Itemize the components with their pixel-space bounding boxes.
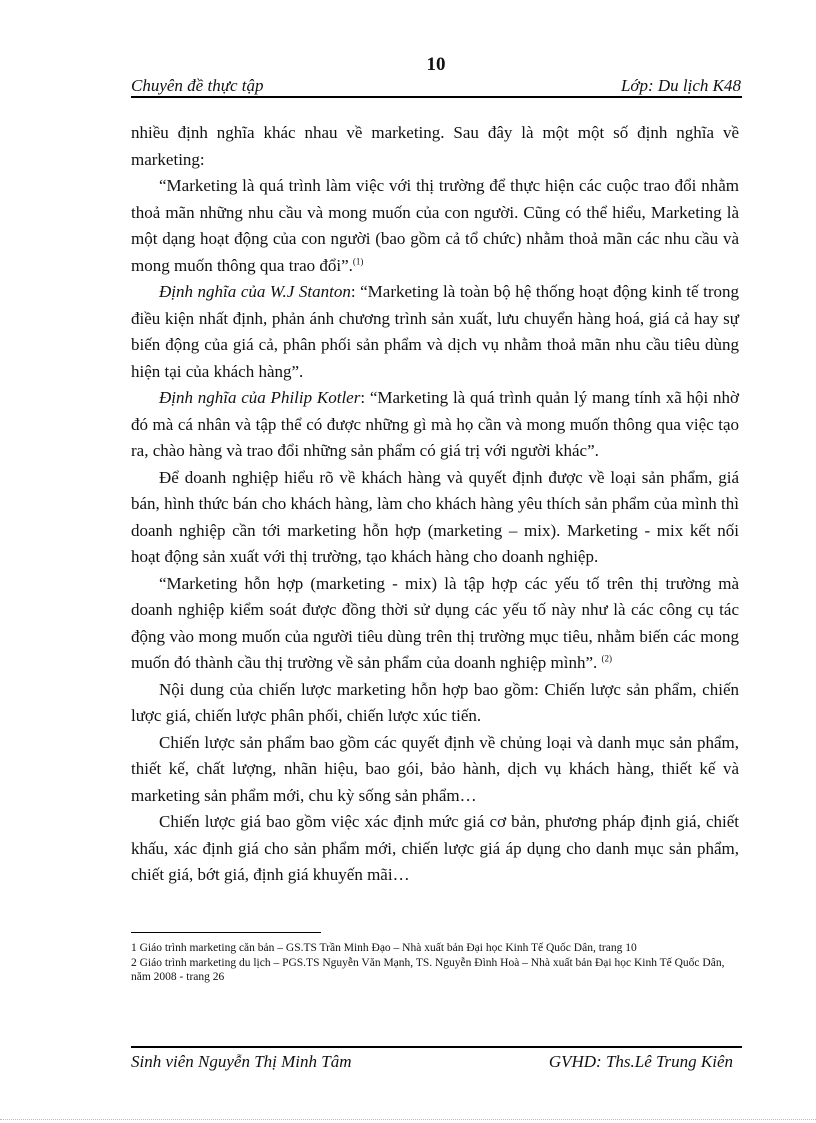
definition-lead: Định nghĩa của W.J Stanton bbox=[159, 282, 351, 301]
paragraph: Để doanh nghiệp hiểu rõ về khách hàng và quyết định được về loại sản phẩm, giá bán, hình thức bán cho khách hàng, làm cho khách hàng yêu thích sản phẩm của mình thì doanh nghiệp cần tới marketing hỗn hợp (marketing – mix). Marketing - mix kết nối hoạt động sản xuất với thị trường, tạo khách hàng cho doanh nghiệp. bbox=[131, 467, 739, 566]
page-number: 10 bbox=[426, 54, 446, 75]
paragraph: Chiến lược giá bao gồm việc xác định mức giá cơ bản, phương pháp định giá, chiết khấu, xác định giá cho sản phẩm mới, chiến lược giá áp dụng cho danh mục sản phẩm, chiết giá, bớt giá, định giá khuyến mãi… bbox=[131, 812, 739, 884]
paragraph: Định nghĩa của Philip Kotler: “Marketing là quá trình quản lý mang tính xã hội nhờ đó mà cá nhân và tập thể có được những gì mà họ cần và mong muốn thông qua việc tạo ra, chào hàng và trao đổi những sản phẩm có giá trị với người khác”. bbox=[131, 388, 739, 460]
document-body bbox=[131, 120, 739, 889]
footer-advisor: GVHD: Ths.Lê Trung Kiên bbox=[548, 1052, 733, 1071]
header-title: Chuyên đề thực tập bbox=[131, 76, 264, 95]
footnote-rule bbox=[131, 932, 321, 933]
header-rule bbox=[131, 96, 742, 98]
page-edge bbox=[0, 1119, 816, 1120]
footer-student: Sinh viên Nguyễn Thị Minh Tâm bbox=[131, 1052, 352, 1071]
footnote: 1 Giáo trình marketing căn bản – GS.TS Trần Minh Đạo – Nhà xuất bản Đại học Kinh Tế Quốc Dân, trang 10 bbox=[131, 942, 637, 954]
page-header bbox=[131, 76, 741, 96]
definition-lead: Định nghĩa của Philip Kotler bbox=[159, 388, 361, 407]
paragraph: Định nghĩa của W.J Stanton: “Marketing là toàn bộ hệ thống hoạt động kinh tế trong điều kiện nhất định, phản ánh chương trình sản xuất, lưu chuyển hàng hoá, giá cả hay sự biến động của giá cả, phân phối sản phẩm và dịch vụ nhằm thoả mãn nhu cầu tiêu dùng hiện tại của khách hàng”. bbox=[131, 282, 739, 381]
footnote-ref: (1) bbox=[352, 255, 364, 266]
header-class: Lớp: Du lịch K48 bbox=[620, 76, 741, 95]
page-footer bbox=[131, 1052, 733, 1072]
paragraph: “Marketing hỗn hợp (marketing - mix) là tập hợp các yếu tố trên thị trường mà doanh nghiệp kiểm soát được đồng thời sử dụng các yếu tố này như là các công cụ tác động vào mong muốn của người tiêu dùng trên thị trường mục tiêu, nhằm biến các mong muốn đó thành cầu thị trường về sản phẩm của doanh nghiệp mình”. $^{(2)}$ bbox=[131, 573, 739, 672]
footer-rule bbox=[131, 1046, 742, 1048]
footnote: 2 Giáo trình marketing du lịch – PGS.TS Nguyễn Văn Mạnh, TS. Nguyễn Đình Hoà – Nhà xuất bản Đại học Kinh Tế Quốc Dân, năm 2008 - trang 26 bbox=[131, 956, 725, 983]
paragraph: Nội dung của chiến lược marketing hỗn hợp bao gồm: Chiến lược sản phẩm, chiến lược giá, chiến lược phân phối, chiến lược xúc tiến. bbox=[131, 679, 739, 725]
paragraph: “Marketing là quá trình làm việc với thị trường để thực hiện các cuộc trao đổi nhằm thoả mãn những nhu cầu và mong muốn của con người. Cũng có thể hiểu, Marketing là một dạng hoạt động của con người (bao gồm cả tổ chức) nhằm thoả mãn các nhu cầu và mong muốn thông qua trao đổi”.$^{(1)}$ bbox=[131, 176, 739, 275]
footnote-ref: (2) bbox=[601, 653, 612, 664]
footnotes bbox=[131, 941, 741, 985]
paragraph: nhiều định nghĩa khác nhau về marketing. Sau đây là một một số định nghĩa về marketing: bbox=[131, 123, 739, 169]
paragraph: Chiến lược sản phẩm bao gồm các quyết định về chủng loại và danh mục sản phẩm, thiết kế, chất lượng, nhãn hiệu, bao gói, bảo hành, dịch vụ khách hàng, thiết kế và marketing sản phẩm mới, chu kỳ sống sản phẩm… bbox=[131, 732, 739, 805]
